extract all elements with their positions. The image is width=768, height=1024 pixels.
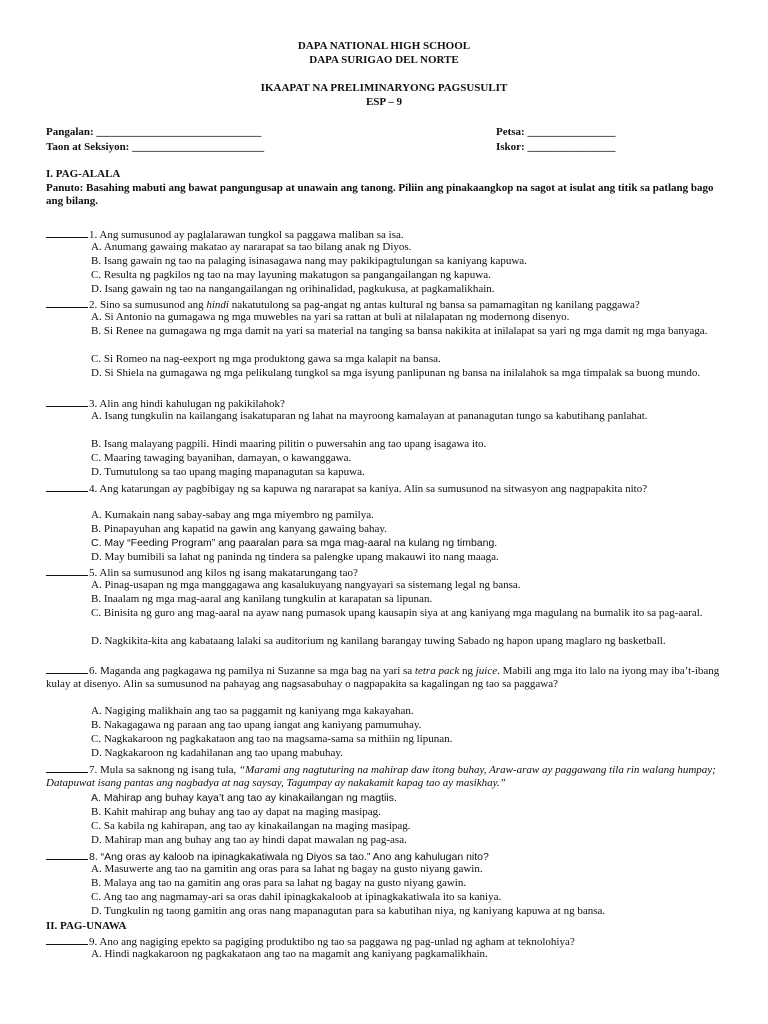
part1-title: I. PAG-ALALA <box>46 168 121 180</box>
q8-option-c: C. Ang tao ang nagmamay-ari sa oras dahil ipinagkakaloob at ipinagkakatiwala ito sa kaniya. <box>91 891 502 903</box>
q3-option-b: B. Isang malayang pagpili. Hindi maaring pilitin o puwersahin ang tao upang isagawa ito. <box>91 438 487 450</box>
q8-option-a: A. Masuwerte ang tao na gamitin ang oras para sa lahat ng bagay na gusto niyang gawin. <box>91 863 483 875</box>
q4-option-b: B. Pinapayuhan ang kapatid na gawin ang kanyang gawaing bahay. <box>91 523 387 535</box>
question-5: 5. Alin sa sumusunod ang kilos ng isang makatarungang tao? <box>46 565 726 580</box>
q3-option-c: C. Maaring tawaging bayanihan, damayan, o kawanggawa. <box>91 452 352 464</box>
answer-blank[interactable] <box>46 849 88 860</box>
q1-option-b: B. Isang gawain ng tao na palaging isinasagawa nang may pakikipagtulungan sa kaniyang kapuwa. <box>91 255 527 267</box>
question-6: 6. Maganda ang pagkagawa ng pamilya ni Suzanne sa mga bag na yari sa tetra pack ng juice. Mabili ang mga ito lalo na iyong may iba’t-ibang kulay at disenyo. Alin sa sumusunod na pahayag ang nagsasabuhay o nagpapakita sa kagalingan ng tao sa paggawa? <box>46 665 720 690</box>
q8-option-d: D. Tungkulin ng taong gamitin ang oras nang mapanagutan para sa kabutihan niya, ng kaniyang kapuwa at ng bansa. <box>91 905 606 917</box>
q2-option-d: D. Si Shiela na gumagawa ng mga pelikulang tungkol sa mga isyung panlipunan ng bansa na inilalahok sa mga timpalak sa buong mundo. <box>91 367 701 379</box>
q6-option-d: D. Nagkakaroon ng kadahilanan ang tao upang mabuhay. <box>91 747 343 759</box>
q7-option-b: B. Kahit mahirap ang buhay ang tao ay dapat na maging masipag. <box>91 806 381 818</box>
answer-blank[interactable] <box>46 762 88 773</box>
q3-option-a: A. Isang tungkulin na kailangang isakatuparan ng lahat na mayroong kamalayan at pananagutan tungo sa kabutihang panlahat. <box>91 410 648 422</box>
school-name: DAPA NATIONAL HIGH SCHOOL <box>297 40 471 52</box>
q7-option-c: C. Sa kabila ng kahirapan, ang tao ay kinakailangan na maging masipag. <box>91 820 411 832</box>
q6-option-c: C. Nagkakaroon ng pagkakataon ang tao na magsama-sama sa mithiin ng lipunan. <box>91 733 453 745</box>
q6-option-a: A. Nagiging malikhain ang tao sa paggamit ng kaniyang mga kakayahan. <box>91 705 414 717</box>
q4-option-c: C. May “Feeding Program” ang paaralan para sa mga mag-aaral na kulang ng timbang. <box>91 537 498 549</box>
q4-option-d: D. May bumibili sa lahat ng paninda ng tindera sa palengke upang makauwi ito nang maaga. <box>91 551 499 563</box>
question-3: 3. Alin ang hindi kahulugan ng pakikilahok? <box>46 396 726 411</box>
q6-option-b: B. Nakagagawa ng paraan ang tao upang iangat ang kaniyang pamumuhay. <box>91 719 422 731</box>
exam-title: IKAAPAT NA PRELIMINARYONG PAGSUSULIT <box>260 82 508 94</box>
q5-option-c: C. Binisita ng guro ang mag-aaral na ayaw nang pumasok upang kausapin siya at ang kaniyang mga magulang na bumalik ito sa pag-aaral. <box>91 607 703 619</box>
answer-blank[interactable] <box>46 481 88 492</box>
q1-option-c: C. Resulta ng pagkilos ng tao na may layuning makatugon sa pangangailangan ng kapuwa. <box>91 269 491 281</box>
q2-option-a: A. Si Antonio na gumagawa ng mga muwebles na yari sa rattan at buli at nilalapatan ng modernong disenyo. <box>91 311 570 323</box>
q5-option-d: D. Nagkikita-kita ang kabataang lalaki sa auditorium ng kanilang barangay tuwing Sabado ng hapon upang maglaro ng basketball. <box>91 635 666 647</box>
score-field[interactable]: Iskor: ________________ <box>496 141 616 153</box>
part1-instructions: Panuto: Basahing mabuti ang bawat pangungusap at unawain ang tanong. Piliin ang pinakaangkop na sagot at isulat ang titik sa patlang bago ang bilang. <box>46 182 714 207</box>
question-1: 1. Ang sumusunod ay paglalarawan tungkol sa paggawa maliban sa isa. <box>46 227 726 242</box>
q3-option-d: D. Tumutulong sa tao upang maging mapanagutan sa kapuwa. <box>91 466 365 478</box>
q2-option-c: C. Si Romeo na nag-eexport ng mga produktong gawa sa mga kalapit na bansa. <box>91 353 441 365</box>
question-8: 8. “Ang oras ay kaloob na ipinagkakatiwala ng Diyos sa tao.” Ano ang kahulugan nito? <box>46 849 726 864</box>
answer-blank[interactable] <box>46 396 88 407</box>
q1-option-a: A. Anumang gawaing makatao ay nararapat sa tao bilang anak ng Diyos. <box>91 241 412 253</box>
name-field[interactable]: Pangalan: ______________________________ <box>46 126 262 138</box>
exam-subject: ESP – 9 <box>365 96 403 108</box>
q1-option-d: D. Isang gawain ng tao na nangangailangan ng orihinalidad, pagkukusa, at pagkamalikhain. <box>91 283 495 295</box>
question-7: 7. Mula sa saknong ng isang tula, “Marami ang nagtuturing na mahirap daw itong buhay, Araw-araw ay paggawang tila rin walang humpay; Datapuwat isang pantas ang nagbadya at nag saysay, Tagumpay ay nakakamit kapag tao ay masikhay.” <box>46 764 716 789</box>
section-field[interactable]: Taon at Seksiyon: ________________________ <box>46 141 265 153</box>
q2-option-b: B. Si Renee na gumagawa ng mga damit na yari sa material na tanging sa bansa nakikita at inilalapat sa yari ng mga damit ng mga banyaga. <box>91 325 708 337</box>
answer-blank[interactable] <box>46 565 88 576</box>
q4-option-a: A. Kumakain nang sabay-sabay ang mga miyembro ng pamilya. <box>91 509 374 521</box>
question-4: 4. Ang katarungan ay pagbibigay ng sa kapuwa ng nararapat sa kaniya. Alin sa sumusunod na sitwasyon ang nagpapakita nito? <box>46 481 726 496</box>
school-location: DAPA SURIGAO DEL NORTE <box>309 54 459 66</box>
answer-blank[interactable] <box>46 297 88 308</box>
q5-option-a: A. Pinag-usapan ng mga manggagawa ang kasalukuyang nangyayari sa sistemang legal ng bansa. <box>91 579 521 591</box>
q7-option-d: D. Mahirap man ang buhay ang tao ay hindi dapat mawalan ng pag-asa. <box>91 834 407 846</box>
q9-option-a: A. Hindi nagkakaroon ng pagkakataon ang tao na magamit ang kaniyang pagkamalikhain. <box>91 948 488 960</box>
q8-option-b: B. Malaya ang tao na gamitin ang oras para sa lahat ng bagay na gusto niyang gawin. <box>91 877 467 889</box>
q7-option-a: A. Mahirap ang buhay kaya’t ang tao ay kinakailangan ng magtiis. <box>91 792 397 804</box>
answer-blank[interactable] <box>46 934 88 945</box>
q5-option-b: B. Inaalam ng mga mag-aaral ang kanilang tungkulin at karapatan sa lipunan. <box>91 593 433 605</box>
answer-blank[interactable] <box>46 663 88 674</box>
question-2: 2. Sino sa sumusunod ang hindi nakatutulong sa pag-angat ng antas kultural ng bansa sa pamamagitan ng kanilang paggawa? <box>46 297 726 312</box>
date-field[interactable]: Petsa: ________________ <box>496 126 616 138</box>
question-9: 9. Ano ang nagiging epekto sa pagiging produktibo ng tao sa paggawa ng pag-unlad ng agham at teknolohiya? <box>46 934 726 949</box>
answer-blank[interactable] <box>46 227 88 238</box>
part2-title: II. PAG-UNAWA <box>46 920 127 932</box>
